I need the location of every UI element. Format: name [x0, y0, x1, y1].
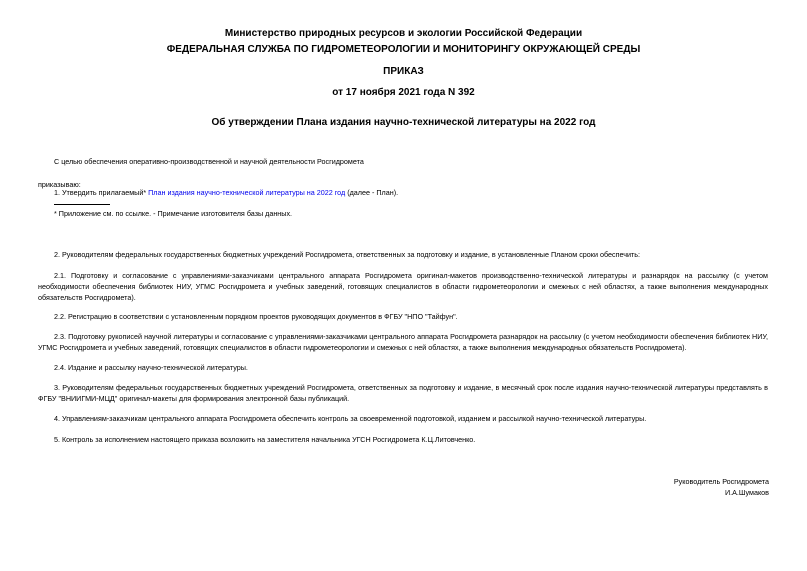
item-1-prefix: 1. Утвердить прилагаемый*: [54, 188, 149, 197]
item-1: [38, 187, 768, 198]
document-type: ПРИКАЗ: [383, 66, 424, 77]
document-title: Об утверждении Плана издания научно-технической литературы на 2022 год: [211, 117, 596, 128]
footnote: * Приложение см. по ссылке. - Примечание изготовителя базы данных.: [54, 209, 293, 218]
item-2: 2. Руководителям федеральных государственных бюджетных учреждений Росгидромета, ответственных за подготовку и издание, в установленные Планом сроки обеспечить:: [54, 250, 641, 259]
item-2-3: 2.3. Подготовку рукописей научной литературы и согласование с управлениями-заказчиками центрального аппарата Росгидромета разнарядок на рассылку (с учетом необходимости обеспечения библиотек НИУ, УГМС Росгидромета и учебных заведений, готовящих специалистов в области гидрометеорологии и смежных с ней областях, а также выполнения международных обязательств Росгидромета).: [38, 332, 768, 352]
order-word: приказываю:: [38, 180, 81, 189]
item-2-2: 2.2. Регистрацию в соответствии с установленным порядком проектов руководящих документов в ФГБУ "НПО "Тайфун".: [54, 312, 458, 321]
plan-link[interactable]: План издания научно-технической литературы на 2022 год: [148, 188, 346, 197]
ministry-name: Министерство природных ресурсов и экологии Российской Федерации: [224, 28, 583, 39]
item-2-4: 2.4. Издание и рассылку научно-технической литературы.: [54, 363, 248, 372]
item-1-suffix: (далее - План).: [345, 188, 399, 197]
item-5: 5. Контроль за исполнением настоящего приказа возложить на заместителя начальника УГСН Росгидромета К.Ц.Литовченко.: [54, 435, 476, 444]
document-date-number: от 17 ноября 2021 года N 392: [332, 87, 475, 98]
item-4: 4. Управлениям-заказчикам центрального аппарата Росгидромета обеспечить контроль за своевременной подготовкой, изданием и рассылкой научно-технической литературы.: [54, 414, 647, 423]
signature-name: И.А.Шумаков: [724, 488, 769, 497]
service-name: ФЕДЕРАЛЬНАЯ СЛУЖБА ПО ГИДРОМЕТЕОРОЛОГИИ И МОНИТОРИНГУ ОКРУЖАЮЩЕЙ СРЕДЫ: [166, 44, 641, 55]
signature-position: Руководитель Росгидромета: [673, 477, 769, 486]
item-3: 3. Руководителям федеральных государственных бюджетных учреждений Росгидромета, ответственных за подготовку и издание, в месячный срок после издания научно-технической литературы представлять в ФГБУ "ВНИИГМИ-МЦД" оригинал-макеты для формирования электронной базы публикаций.: [38, 383, 768, 403]
item-2-1: 2.1. Подготовку и согласование с управлениями-заказчиками центрального аппарата Росгидромета оригинал-макетов производственно-технической литературы и разнарядок на рассылку (с учетом необходимости обеспечения библиотек НИУ, УГМС Росгидромета и учебных заведений, готовящих специалистов в области гидрометеорологии и смежных с ней областях, а также выполнения международных обязательств Росгидромета).: [38, 271, 768, 302]
intro-paragraph: С целью обеспечения оперативно-производственной и научной деятельности Росгидромета: [54, 157, 364, 166]
footnote-separator: [54, 204, 110, 205]
